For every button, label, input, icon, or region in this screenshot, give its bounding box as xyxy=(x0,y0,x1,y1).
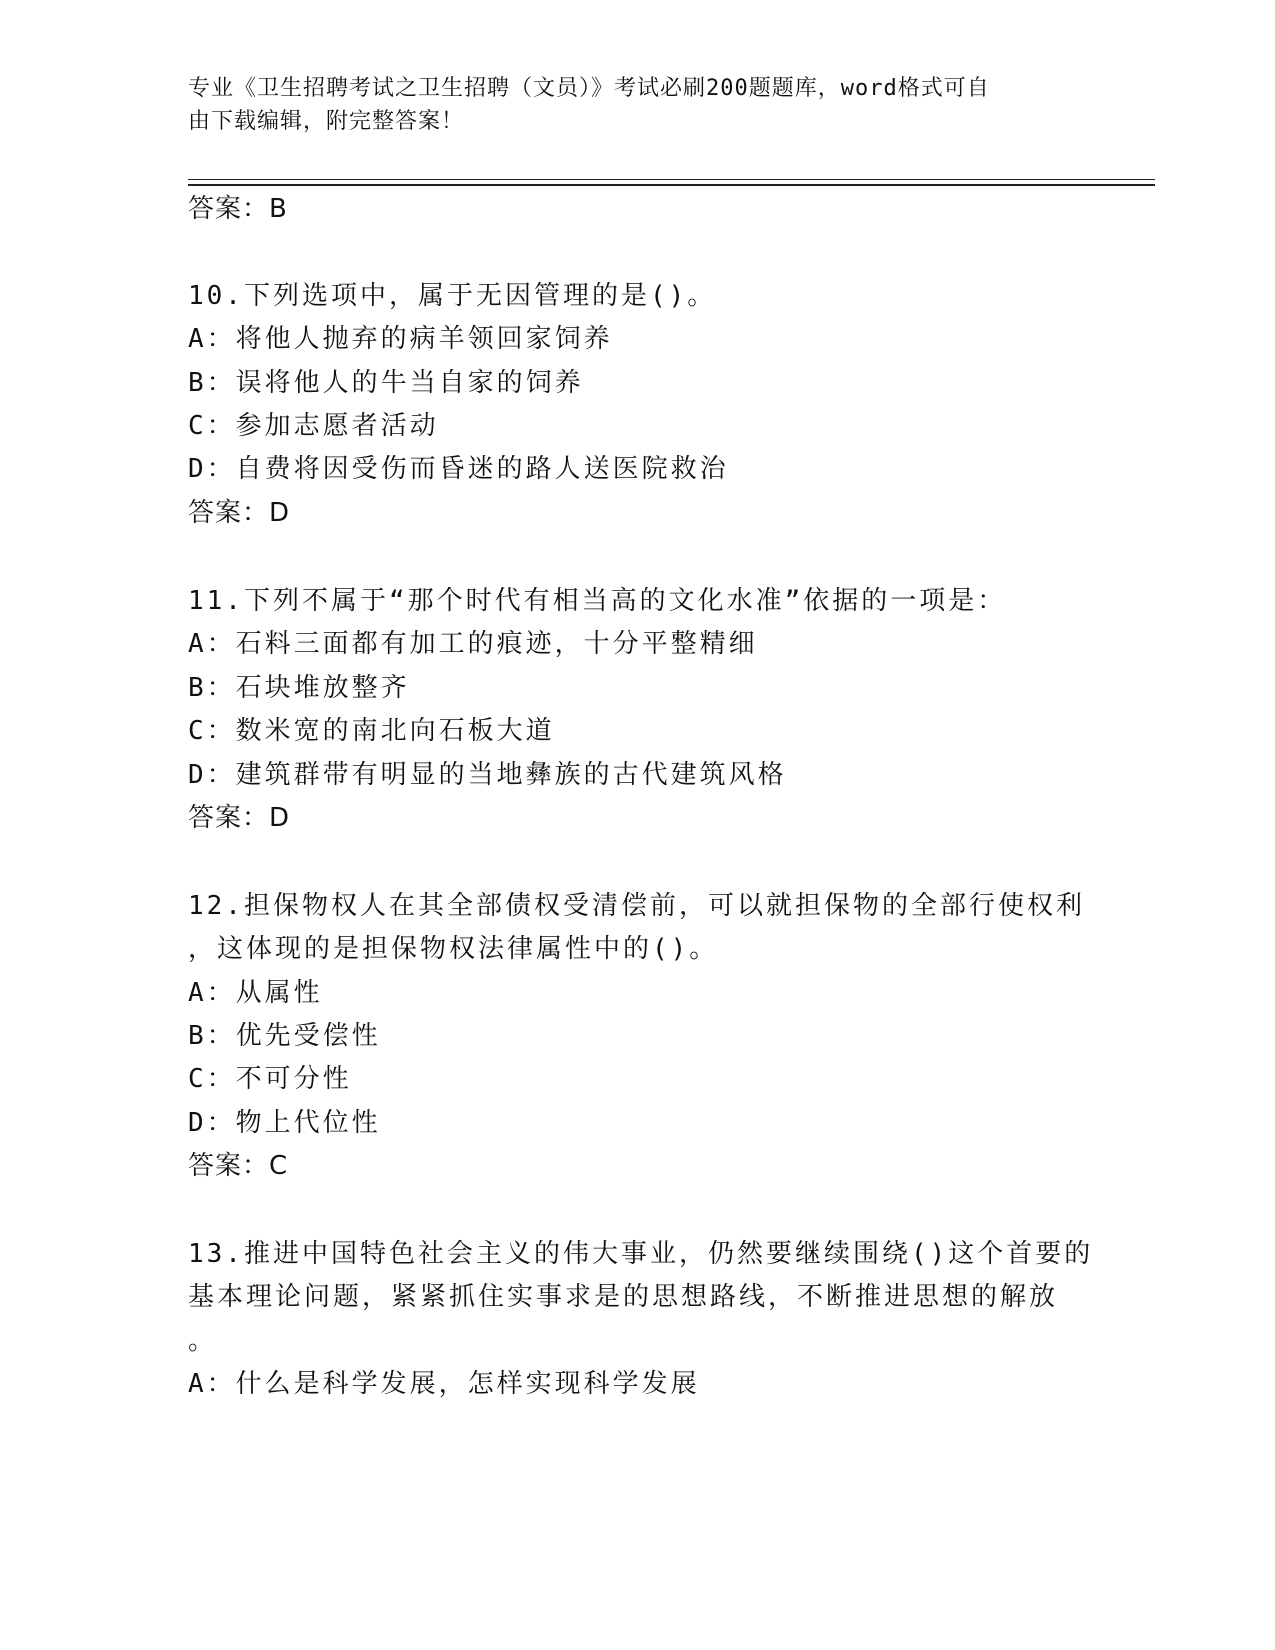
question-12-option-a: A：从属性 xyxy=(188,978,323,1008)
header-divider-thin xyxy=(188,179,1155,180)
question-13-text-line-3: 。 xyxy=(188,1326,218,1356)
question-11-option-d: D：建筑群带有明显的当地彝族的古代建筑风格 xyxy=(188,760,787,790)
header-divider-thick xyxy=(188,184,1155,186)
question-12-option-d: D：物上代位性 xyxy=(188,1108,381,1138)
question-11-answer: 答案：D xyxy=(188,803,291,833)
question-11-option-a: A：石料三面都有加工的痕迹，十分平整精细 xyxy=(188,629,758,659)
header-line-1: 专业《卫生招聘考试之卫生招聘（文员）》考试必刷200题题库，word格式可自 xyxy=(188,76,990,101)
question-11-option-b: B：石块堆放整齐 xyxy=(188,673,410,703)
question-12-option-b: B：优先受偿性 xyxy=(188,1021,381,1051)
question-10-option-b: B：误将他人的牛当自家的饲养 xyxy=(188,368,584,398)
question-11-option-c: C：数米宽的南北向石板大道 xyxy=(188,716,555,746)
answer-previous: 答案：B xyxy=(188,194,288,224)
document-header xyxy=(188,72,1088,138)
question-10-option-c: C：参加志愿者活动 xyxy=(188,411,439,441)
question-12-text-line-1: 12.担保物权人在其全部债权受清偿前，可以就担保物的全部行使权利 xyxy=(188,891,1085,921)
question-11-text: 11.下列不属于“那个时代有相当高的文化水准”依据的一项是： xyxy=(188,586,1007,616)
question-13-text-line-1: 13.推进中国特色社会主义的伟大事业，仍然要继续围绕()这个首要的 xyxy=(188,1239,1094,1269)
question-10-option-a: A：将他人抛弃的病羊领回家饲养 xyxy=(188,324,613,354)
question-12-text-line-2: ，这体现的是担保物权法律属性中的()。 xyxy=(188,934,719,964)
question-13-option-a: A：什么是科学发展，怎样实现科学发展 xyxy=(188,1369,700,1399)
question-12-answer: 答案：C xyxy=(188,1151,289,1181)
question-13-text-line-2: 基本理论问题，紧紧抓住实事求是的思想路线，不断推进思想的解放 xyxy=(188,1282,1059,1312)
question-10-answer: 答案：D xyxy=(188,498,291,528)
header-line-2: 由下载编辑，附完整答案！ xyxy=(188,109,465,134)
question-10-text: 10.下列选项中，属于无因管理的是()。 xyxy=(188,281,717,311)
question-10-option-d: D：自费将因受伤而昏迷的路人送医院救治 xyxy=(188,454,729,484)
question-12-option-c: C：不可分性 xyxy=(188,1064,352,1094)
